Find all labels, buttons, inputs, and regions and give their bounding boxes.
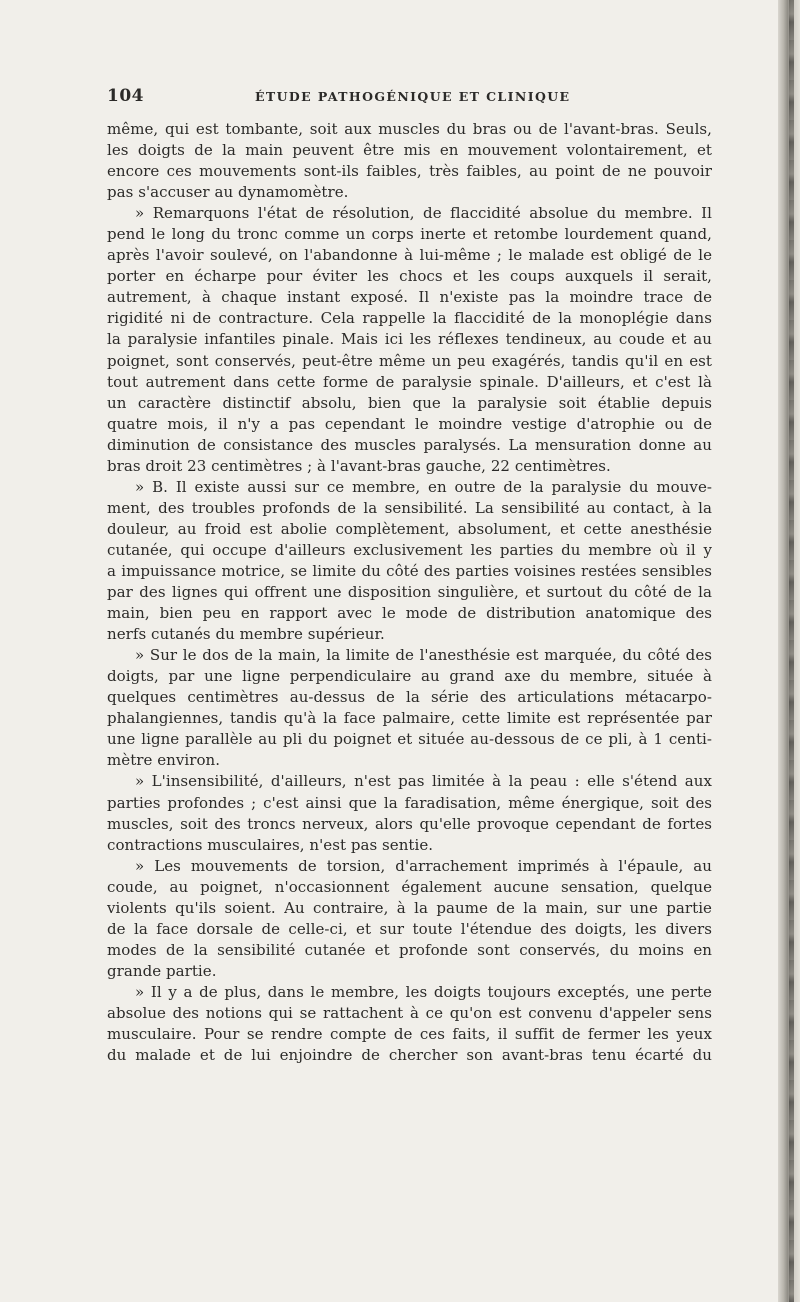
text-line: de la face dorsale de celle-ci, et sur toute l'étendue des doigts, les divers <box>107 919 712 938</box>
text-line: doigts, par une ligne perpendiculaire au grand axe du membre, située à <box>107 667 712 686</box>
text-line: » Remarquons l'état de résolution, de flaccidité absolue du membre. Il <box>135 204 712 223</box>
text-line: les doigts de la main peuvent être mis en mouvement volontairement, et <box>107 141 712 160</box>
text-line: coude, au poignet, n'occasionnent également aucune sensation, quelque <box>107 877 712 896</box>
text-line: » Les mouvements de torsion, d'arrachement imprimés à l'épaule, au <box>135 856 712 875</box>
text-line: phalangiennes, tandis qu'à la face palmaire, cette limite est représentée par <box>107 709 712 728</box>
text-line: grande partie. <box>107 961 217 980</box>
text-line: a impuissance motrice, se limite du côté des parties voisines restées sensibles <box>107 561 712 580</box>
text-line: » B. Il existe aussi sur ce membre, en outre de la paralysie du mouve- <box>135 477 712 496</box>
page-number: 104 <box>107 86 144 106</box>
text-line: autrement, à chaque instant exposé. Il n'existe pas la moindre trace de <box>107 288 712 307</box>
text-line: muscles, soit des troncs nerveux, alors qu'elle provoque cependant de fortes <box>107 814 712 833</box>
text-line: une ligne parallèle au pli du poignet et située au-dessous de ce pli, à 1 centi- <box>107 730 712 749</box>
text-line: » Sur le dos de la main, la limite de l'anesthésie est marquée, du côté des <box>135 646 712 665</box>
text-line: la paralysie infantiles pinale. Mais ici les réflexes tendineux, au coude et au <box>107 330 712 349</box>
body-text <box>107 119 712 1066</box>
page-header <box>107 86 707 110</box>
text-line: » Il y a de plus, dans le membre, les doigts toujours exceptés, une perte <box>135 982 712 1001</box>
text-line: contractions musculaires, n'est pas sentie. <box>107 835 434 854</box>
text-line: par des lignes qui offrent une disposition singulière, et surtout du côté de la <box>107 583 712 602</box>
text-line: modes de la sensibilité cutanée et profonde sont conservés, du moins en <box>107 940 712 959</box>
text-line: du malade et de lui enjoindre de chercher son avant-bras tenu écarté du <box>107 1046 712 1065</box>
text-line: rigidité ni de contracture. Cela rappelle la flaccidité de la monoplégie dans <box>107 309 712 328</box>
text-line: » L'insensibilité, d'ailleurs, n'est pas limitée à la peau : elle s'étend aux <box>135 772 712 791</box>
text-line: parties profondes ; c'est ainsi que la faradisation, même énergique, soit des <box>107 793 712 812</box>
text-line: douleur, au froid est abolie complètement, absolument, et cette anesthésie <box>107 519 712 538</box>
text-line: quelques centimètres au-dessus de la série des articulations métacarpo- <box>107 688 712 707</box>
text-line: porter en écharpe pour éviter les chocs et les coups auxquels il serait, <box>107 267 712 286</box>
text-line: cutanée, qui occupe d'ailleurs exclusivement les parties du membre où il y <box>107 540 712 559</box>
text-line: musculaire. Pour se rendre compte de ces faits, il suffit de fermer les yeux <box>107 1025 712 1044</box>
text-line: tout autrement dans cette forme de paralysie spinale. D'ailleurs, et c'est là <box>107 372 712 391</box>
running-head: ÉTUDE PATHOGÉNIQUE ET CLINIQUE <box>255 89 571 104</box>
text-line: bras droit 23 centimètres ; à l'avant-bras gauche, 22 centimètres. <box>107 456 611 475</box>
text-line: après l'avoir soulevé, on l'abandonne à lui-même ; le malade est obligé de le <box>107 246 712 265</box>
binding-shadow <box>789 0 794 1302</box>
text-line: nerfs cutanés du membre supérieur. <box>107 625 385 644</box>
text-line: un caractère distinctif absolu, bien que la paralysie soit établie depuis <box>107 393 712 412</box>
text-line: ment, des troubles profonds de la sensibilité. La sensibilité au contact, à la <box>107 498 712 517</box>
text-line: main, bien peu en rapport avec le mode de distribution anatomique des <box>107 604 712 623</box>
text-line: mètre environ. <box>107 751 221 770</box>
text-line: même, qui est tombante, soit aux muscles du bras ou de l'avant-bras. Seuls, <box>107 120 712 138</box>
text-line: diminution de consistance des muscles paralysés. La mensuration donne au <box>107 435 712 454</box>
text-line: violents qu'ils soient. Au contraire, à la paume de la main, sur une partie <box>107 898 712 917</box>
text-line: absolue des notions qui se rattachent à ce qu'on est convenu d'appeler sens <box>107 1003 712 1022</box>
text-line: quatre mois, il n'y a pas cependant le moindre vestige d'atrophie ou de <box>107 414 712 433</box>
text-line: encore ces mouvements sont-ils faibles, très faibles, au point de ne pouvoir <box>107 162 712 181</box>
text-line: pas s'accuser au dynamomètre. <box>107 183 349 202</box>
text-line: pend le long du tronc comme un corps inerte et retombe lourdement quand, <box>107 225 712 244</box>
text-line: poignet, sont conservés, peut-être même un peu exagérés, tandis qu'il en est <box>107 351 712 370</box>
